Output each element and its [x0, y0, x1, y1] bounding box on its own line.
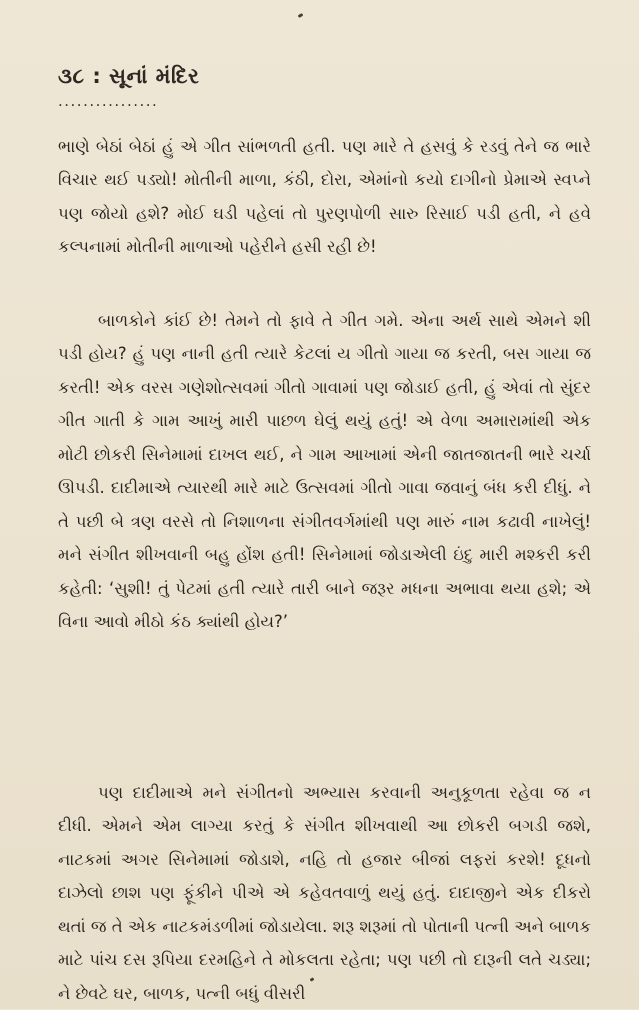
paragraph-1: ભાણે બેઠાં બેઠાં હું એ ગીત સાંભળતી હતી. પણ મારે તે હસવું કે રડવું તેને જ ભારે વિચાર થઈ પડ્યો! મોતીની માળા, કંઠી, દોરા, એમાંનો કયો દાગીનો પ્રેમાએ સ્વપ્ને પણ જોયો હશે? મોઈ ઘડી પહેલાં તો પુરણપોળી સારુ રિસાઈ પડી હતી, ને હવે કલ્પનામાં મોતીની માળાઓ પહેરીને હસી રહી છે!	[58, 130, 591, 264]
running-header: ૩૮ : સૂનાં મંદિર	[58, 64, 199, 89]
header-dotted-rule: ................	[58, 96, 158, 106]
paragraph-2: બાળકોને કાંઈ છે! તેમને તો ફાવે તે ગીત ગમે. એના અર્થ સાથે એમને શી પડી હોય? હું પણ નાની હતી ત્યારે કેટલાં ય ગીતો ગાયા જ કરતી, બસ ગાયા જ કરતી! એક વરસ ગણેશોત્સવમાં ગીતો ગાવામાં પણ જોડાઈ હતી, હું એવાં તો સુંદર ગીત ગાતી કે ગામ આખું મારી પાછળ ઘેલું થયું હતું! એ વેળા અમારામાંથી એક મોટી છોકરી સિનેમામાં દાખલ થઈ, ને ગામ આખામાં એની જાતજાતની ભારે ચર્ચા ઊપડી. દાદીમાએ ત્યારથી મારે માટે ઉત્સવમાં ગીતો ગાવા જવાનું બંધ કરી દીધું. ને તે પછી બે ત્રણ વરસે તો નિશાળના સંગીતવર્ગમાંથી પણ મારું નામ કઢાવી નાખેલું! મને સંગીત શીખવાની બહુ હોંશ હતી! સિનેમામાં જોડાએલી ઇંદુ મારી મશ્કરી કરી કહેતી: ‘સુશી! તું પેટમાં હતી ત્યારે તારી બાને જરૂર મધના અભાવા થયા હશે; એ વિના આવો મીઠો કંઠ ક્યાંથી હોય?’	[58, 304, 591, 639]
ink-speck	[298, 13, 304, 18]
paragraph-3: પણ દાદીમાએ મને સંગીતનો અભ્યાસ કરવાની અનુકૂળતા રહેવા જ ન દીધી. એમને એમ લાગ્યા કરતું કે સંગીત શીખવાથી આ છોકરી બગડી જશે, નાટકમાં અગર સિનેમામાં જોડાશે, નહિ તો હજાર બીજાં લફરાં કરશે! દૂધનો દાઝેલો છાશ પણ ફૂંકીને પીએ એ કહેવતવાળું થયું હતું. દાદાજીને એક દીકરો થતાં જ તે એક નાટકમંડળીમાં જોડાયેલા. શરૂ શરૂમાં તો પોતાની પત્ની અને બાળક માટે પાંચ દસ રૂપિયા દરમહિને તે મોકલતા રહેતા; પણ પછી તો દારૂની લતે ચડ્યા; ને છેવટે ઘર, બાળક, પત્ની બધું વીસરી	[58, 776, 591, 1010]
